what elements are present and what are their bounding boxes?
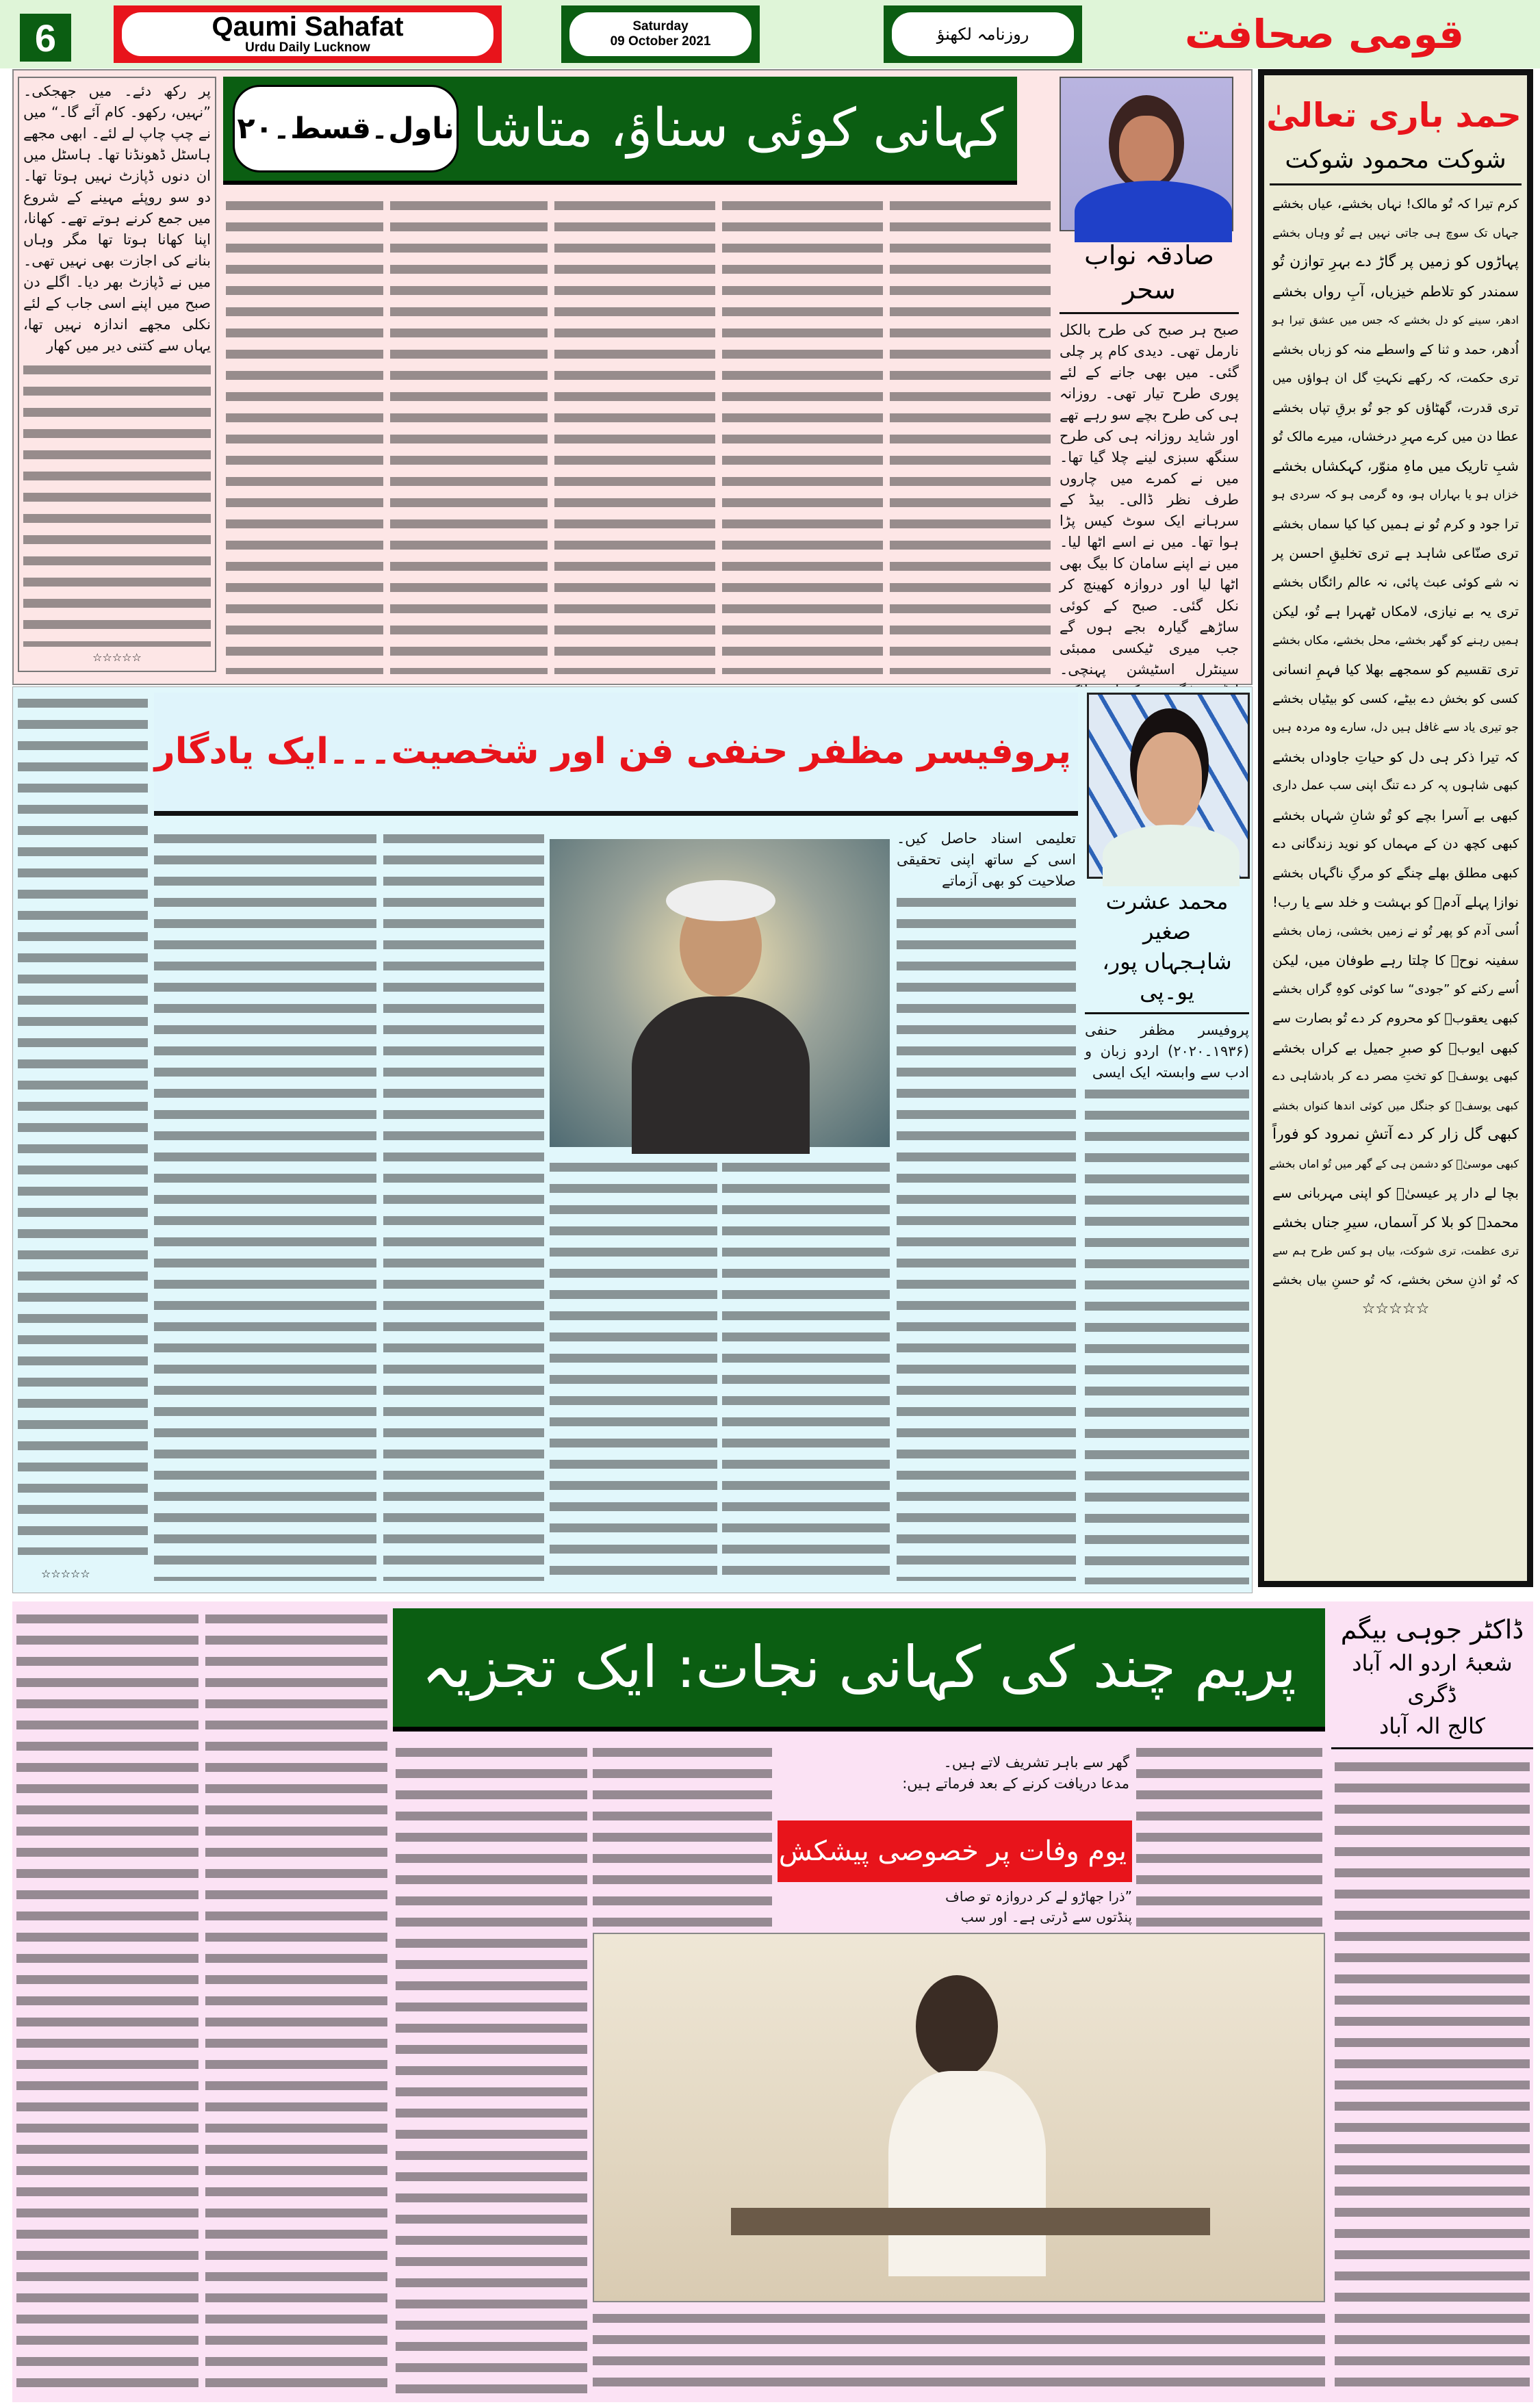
hamd-verse-line: کبھی یوسفؑ کو جنگل میں کوئی اندھا کنواں بخشے — [1272, 1098, 1519, 1112]
hamd-verse-line: کبھی کچھ دن کے مہماں کو نوید زندگانی دے — [1272, 836, 1519, 851]
hamd-verse-line: جو تیری یاد سے غافل ہیں دل، سارے وہ مردہ ہیں — [1272, 721, 1519, 734]
hamd-verse-line: اُدھر، حمد و ثنا کے واسطے منہ کو زباں بخشے — [1272, 342, 1519, 357]
hamd-verse-line: کبھی گل زار کر دے آتشِ نمرود کو فوراً — [1272, 1126, 1519, 1143]
premchand-column-1 — [1335, 1756, 1530, 2399]
premchand-affiliation: کالج الہ آباد — [1331, 1710, 1533, 1749]
premchand-banner — [393, 1608, 1325, 1732]
novel-author-block — [1060, 238, 1239, 678]
novel-column-5 — [226, 195, 383, 674]
column-text: تعلیمی اسناد حاصل کیں۔ اسی کے ساتھ اپنی تحقیقی صلاحیت کو بھی آزماتے — [897, 830, 1076, 889]
muzaffar-column-3 — [550, 1157, 717, 1581]
novel-banner — [223, 77, 1017, 185]
muzaffar-location: شاہجہاں پور، یو۔پی — [1085, 947, 1249, 1014]
muzaffar-column-1 — [897, 828, 1076, 1581]
hamd-verse-line: پہاڑوں کو زمیں پر گاڑ دے بہرِ توازن تُو — [1272, 253, 1519, 270]
date-text: 09 October 2021 — [610, 34, 711, 49]
hamd-verse-line: نوازا پہلے آدمؑ کو بہشت و خلد سے یا رب! — [1272, 894, 1519, 910]
premchand-author-block — [1331, 1612, 1533, 2399]
hamd-verse-line: نہ شے کوئی عبث پائی، نہ عالم رائگاں بخشے — [1272, 574, 1519, 590]
column-text: مدعا دریافت کرنے کے بعد فرماتے ہیں: — [902, 1775, 1129, 1792]
muzaffar-intro — [1085, 1020, 1249, 1584]
hamd-verse-line: کسی کو بخش دے بیٹے، کسی کو بیٹیاں بخشے — [1272, 691, 1519, 706]
muzaffar-headline: پروفیسر مظفر حنفی فن اور شخصیت۔۔۔ایک یادگار — [154, 731, 1071, 772]
hamd-verse-line: ترا جود و کرم تُو نے ہمیں کیا کیا سماں بخشے — [1272, 516, 1519, 532]
hamd-verse-line: خزاں ہو یا بہاراں ہو، وہ گرمی ہو کہ سردی ہو — [1272, 488, 1519, 502]
column-text: پنڈتوں سے ڈرتی ہے۔ اور سب — [960, 1909, 1132, 1925]
muzaffar-author: محمد عشرت صغیر — [1105, 888, 1229, 944]
column-text: پر رکھ دئے۔ میں جھجکی۔ ”نہیں، رکھو۔ کام آئے گا۔“ میں نے چپ چاپ لے لئے۔ ابھی مجھے ہاسٹل ڈھونڈنا تھا۔ ہاسٹل میں ان دنوں ڈپازٹ نہیں ہوتا تھا۔ دو سو روپئے مہینے کے شروع میں جمع کرنے ہوتے تھے۔ کھانا، اپنا کھانا ہوتا تھا مگر وہاں بنانے کی اجازت بھی نہیں تھی۔ میں نے ڈپازٹ بھر دیا۔ اگلے دن صبح میں اپنے اسی جاب کے لئے نکلی مجھے اندازہ نہیں تھا، یہاں سے کتنی دیر میں کھار — [23, 83, 211, 354]
hamd-verse-line: کبھی موسیٰؑ کو دشمن ہی کے گھر میں تُو اماں بخشے — [1269, 1157, 1519, 1170]
hamd-verse-line: بچا لے دار پر عیسیٰؑ کو اپنی مہربانی سے — [1272, 1185, 1519, 1201]
hamd-title: حمد باری تعالیٰ — [1266, 96, 1522, 135]
premchand-author: ڈاکٹر جوہی بیگم — [1340, 1614, 1524, 1645]
hamd-poet: شوکت محمود شوکت — [1285, 146, 1506, 174]
hamd-verse-line: کبھی یوسفؑ کو تختِ مصر دے کر بادشاہی دے — [1272, 1069, 1519, 1083]
muzaffar-author-block — [1085, 886, 1249, 1584]
hamd-verse-line: کبھی ایوبؑ کو صبرِ جمیل بے کراں بخشے — [1272, 1039, 1519, 1056]
column-text: ”ذرا جھاڑو لے کر دروازہ تو صاف — [945, 1888, 1132, 1905]
column-text: پروفیسر مظفر حنفی (۱۹۳۶۔۲۰۲۰) اردو زبان و ادب سے وابستہ ایک ایسی — [1085, 1022, 1249, 1081]
hamd-verse-line: تری تقسیم کو سمجھے بھلا کیا فہمِ انسانی — [1272, 661, 1519, 678]
hamd-verse-line: تری حکمت، کہ رکھے نکہتِ گل ان ہواؤں میں — [1272, 371, 1519, 385]
premchand-column-7 — [593, 2308, 1325, 2397]
premchand-headline: پریم چند کی کہانی نجات: ایک تجزیہ — [422, 1634, 1296, 1701]
hamd-verse-line: ادھر، سینے کو دل بخشے کہ جس میں عشق تیرا ہو — [1272, 313, 1519, 326]
hamd-verse-line: تری قدرت، گھٹاؤں کو جو تُو برقِ تپاں بخشے — [1272, 400, 1519, 415]
urdu-logo: قومی صحافت — [1184, 11, 1465, 57]
date-day: Saturday — [632, 19, 689, 34]
hamd-verse-line: محمدؐ کو بلا کر آسماں، سیرِ جناں بخشے — [1272, 1213, 1519, 1231]
premchand-column-6 — [396, 1742, 587, 2395]
special-tribute-box — [778, 1820, 1132, 1882]
novel-author: صادقہ نواب سحر — [1060, 238, 1239, 314]
muzaffar-column-4 — [383, 828, 544, 1581]
text-block — [897, 892, 1076, 1581]
hamd-verse-line: تری صنّاعی شاہد ہے تری تخلیقِ احسن پر — [1272, 545, 1519, 561]
premchand-column-9 — [16, 1608, 198, 2395]
premchand-column-3 — [780, 1752, 1129, 1818]
premchand-column-8 — [205, 1608, 387, 2395]
masthead-title: Qaumi Sahafat — [211, 12, 404, 42]
hamd-verse-line: کبھی شاہوں پہ کر دے تنگ اپنی سب عمل داری — [1272, 778, 1519, 793]
column-text: گھر سے باہر تشریف لاتے ہیں۔ — [943, 1754, 1129, 1771]
premchand-column-5 — [593, 1742, 772, 1927]
premchand-photo — [593, 1933, 1325, 2302]
muzaffar-column-2 — [722, 1157, 890, 1581]
hamd-verse-line: عطا دن میں کرے مہرِ درخشاں، میرے مالک تُو — [1272, 429, 1519, 444]
novel-column-3 — [554, 195, 715, 674]
special-tribute-label: یوم وفات پر خصوصی پیشکش — [778, 1836, 1127, 1867]
hamd-verse-line: کبھی یعقوبؑ کو محروم کر دے تُو بصارت سے — [1272, 1011, 1519, 1026]
hamd-verse-line: کبھی بے آسرا بچے کو تُو شانِ شہاں بخشے — [1272, 806, 1519, 823]
hamd-verse-line: کرم تیرا کہ تُو مالک! نہاں بخشے، عیاں بخشے — [1272, 196, 1519, 211]
muzaffar-headline-area — [154, 693, 1078, 816]
date-box — [561, 5, 760, 63]
novel-column-1 — [890, 195, 1051, 674]
hamd-verse-line: ہمیں رہنے کو گھر بخشے، محل بخشے، مکاں بخشے — [1272, 633, 1519, 647]
hamd-verse-line: شبِ تاریک میں ماہِ منوّر، کہکشاں بخشے — [1272, 457, 1519, 474]
hamd-box — [1258, 69, 1533, 1587]
author-photo — [1087, 693, 1250, 879]
premchand-affiliation: شعبۂ اردو الہ آباد ڈگری — [1352, 1650, 1513, 1708]
muzaffar-photo — [550, 839, 890, 1147]
author-photo — [1060, 77, 1233, 231]
novel-episode-badge — [233, 85, 459, 172]
masthead-subtitle: Urdu Daily Lucknow — [245, 40, 370, 55]
hamd-verse-line: تری یہ بے نیازی، لامکاں ٹھہرا ہے تُو، لیکن — [1272, 603, 1519, 619]
masthead-box — [114, 5, 502, 63]
novel-column-4 — [390, 195, 548, 674]
hamd-verse-line: اُسی آدم کو پھر تُو نے زمیں بخشی، زماں بخشے — [1272, 923, 1519, 938]
divider — [1270, 183, 1522, 185]
end-mark: ☆☆☆☆☆ — [1361, 1300, 1430, 1317]
end-mark: ☆☆☆☆☆ — [92, 651, 142, 664]
novel-column-2 — [722, 195, 883, 674]
hamd-verse-line: اُسے رکنے کو ”جودی“ سا کوئی کوہِ گراں بخشے — [1272, 981, 1519, 996]
hamd-verses — [1264, 190, 1527, 1295]
novel-episode-label: ناول۔قسط۔۲۰ — [237, 112, 454, 146]
page-number: 6 — [20, 14, 71, 62]
hamd-verse-line: کہ تیرا ذکر ہی دل کو حیاتِ جاوداں بخشے — [1272, 748, 1519, 765]
hamd-verse-line: سفینہ نوحؑ کا چلتا رہے طوفان میں، لیکن — [1272, 952, 1519, 968]
hamd-verse-line: جہاں تک سوچ ہی جاتی نہیں ہے تُو وہاں بخشے — [1272, 226, 1519, 240]
hamd-verse-line: سمندر کو تلاطم خیزیاں، آبِ رواں بخشے — [1272, 283, 1519, 300]
hamd-verse-line: کبھی مطلق بھلے چنگے کو مرگِ ناگہاں بخشے — [1272, 865, 1519, 881]
premchand-column-4 — [778, 1886, 1132, 1930]
roznama-box — [884, 5, 1082, 63]
novel-left-column — [18, 77, 216, 672]
novel-headline: کہانی کوئی سناؤ، متاشا — [472, 98, 1004, 159]
muzaffar-column-5 — [154, 828, 376, 1581]
text-block — [1085, 1083, 1249, 1584]
novel-right-column: صبح ہر صبح کی طرح بالکل نارمل تھی۔ دیدی کام پر چلی گئی۔ میں بھی جانے کے لئے پوری طرح تیار تھی۔ روزانہ ہی کی طرح بچے سو رہے تھے اور شاید روزانہ ہی کی طرح سنگھ سبزی لینے چلا گیا تھا۔ میں نے کمرے میں چاروں طرف نظر ڈالی۔ بیڈ کے سرہانے ایک سوٹ کیس پڑا ہوا تھا۔ میں نے اسے اٹھا لیا۔ میں نے اپنے سامان کا بیگ بھی اٹھا لیا اور دروازہ کھینچ کر نکل گئی۔ صبح کے کوئی ساڑھے گیارہ بجے ہوں گے جب میری ٹیکسی ممبئی سینٹرل اسٹیشن پہنچی۔ — [1060, 322, 1239, 678]
text-block — [23, 359, 211, 647]
hamd-verse-line: تری عظمت، تری شوکت، بیاں ہو کس طرح ہم سے — [1272, 1244, 1519, 1257]
premchand-column-2 — [1136, 1742, 1322, 1927]
roznama-text: روزنامہ لکھنؤ — [936, 25, 1029, 44]
end-mark: ☆☆☆☆☆ — [41, 1567, 90, 1580]
muzaffar-column-6 — [18, 693, 148, 1555]
hamd-verse-line: کہ تُو اذنِ سخن بخشے، کہ تُو حسنِ بیاں بخشے — [1272, 1272, 1519, 1287]
